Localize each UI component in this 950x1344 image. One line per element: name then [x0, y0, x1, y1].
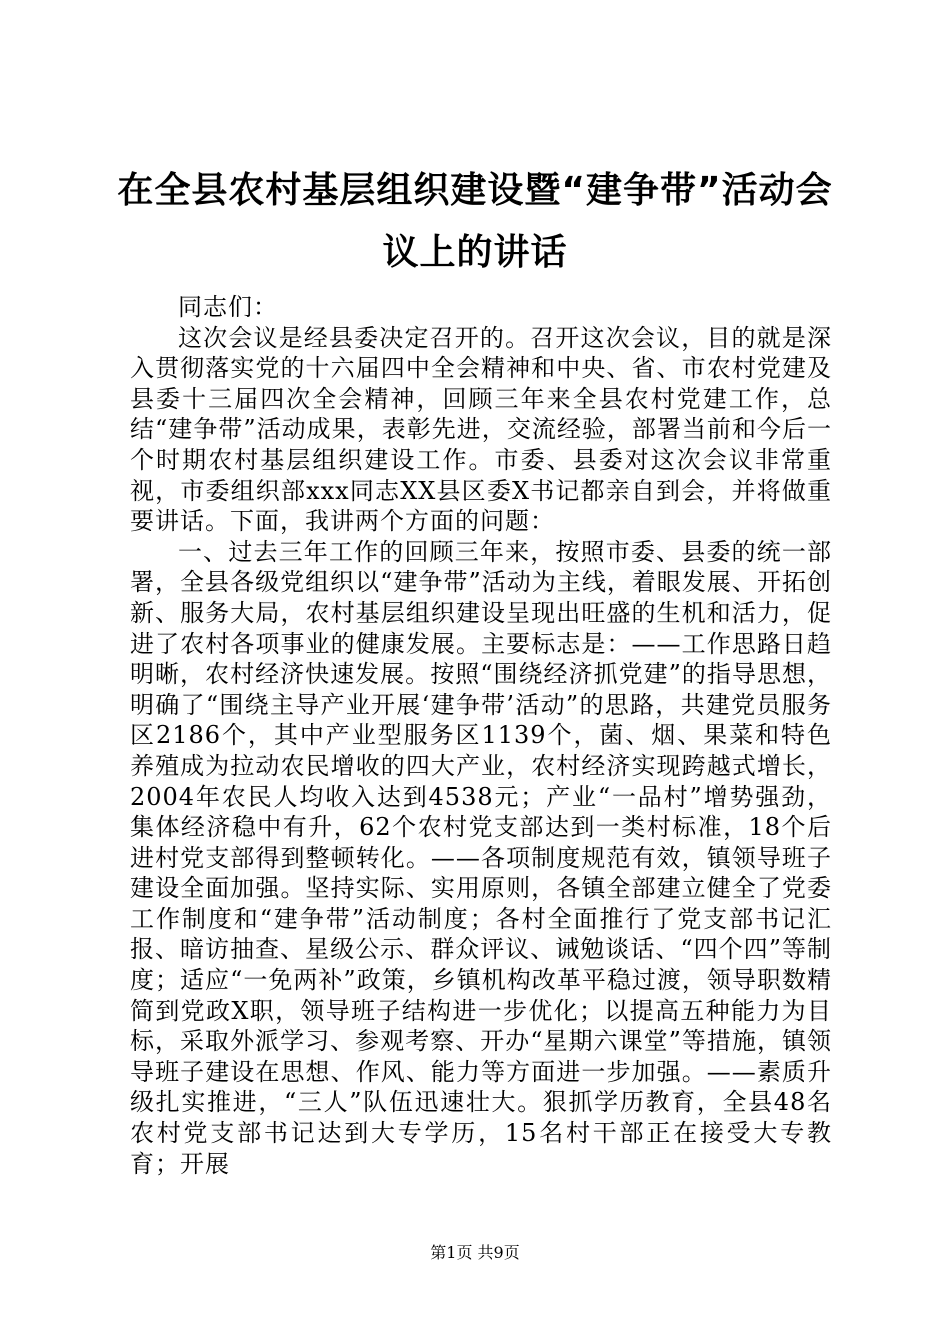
body-paragraph-1: 这次会议是经县委决定召开的。召开这次会议，目的就是深入贯彻落实党的十六届四中全会精神和中央、省、市农村党建及县委十三届四次全会精神，回顾三年来全县农村党建工作，总结“建争带”活动成果，表彰先进，交流经验，部署当前和今后一个时期农村基层组织建设工作。市委、县委对这次会议非常重视，市委组织部xxx同志XX县区委X书记都亲自到会，并将做重要讲话。下面，我讲两个方面的问题： — [130, 323, 832, 536]
body-paragraph-2: 一、过去三年工作的回顾三年来，按照市委、县委的统一部署，全县各级党组织以“建争带”活动为主线，着眼发展、开拓创新、服务大局，农村基层组织建设呈现出旺盛的生机和活力，促进了农村各项事业的健康发展。主要标志是：——工作思路日趋明晰，农村经济快速发展。按照“围绕经济抓党建”的指导思想，明确了“围绕主导产业开展‘建争带’活动”的思路，共建党员服务区2186个，其中产业型服务区1139个，菌、烟、果菜和特色养殖成为拉动农民增收的四大产业，农村经济实现跨越式增长，2004年农民人均收入达到4538元；产业“一品村”增势强劲，集体经济稳中有升，62个农村党支部达到一类村标准，18个后进村党支部得到整顿转化。——各项制度规范有效，镇领导班子建设全面加强。坚持实际、实用原则，各镇全部建立健全了党委工作制度和“建争带”活动制度；各村全面推行了党支部书记汇报、暗访抽查、星级公示、群众评议、诫勉谈话、“四个四”等制度；适应“一免两补”政策，乡镇机构改革平稳过渡，领导职数精简到党政X职，领导班子结构进一步优化；以提高五种能力为目标，采取外派学习、参观考察、开办“星期六课堂”等措施，镇领导班子建设在思想、作风、能力等方面进一步加强。——素质升级扎实推进，“三人”队伍迅速壮大。狠抓学历教育，全县48名农村党支部书记达到大专学历，15名村干部正在接受大专教育；开展 — [130, 537, 832, 1178]
document-title: 在全县农村基层组织建设暨“建争带”活动会议上的讲话 — [117, 170, 833, 273]
salutation-paragraph: 同志们： — [178, 293, 278, 321]
document-body — [130, 292, 832, 1179]
page-number-footer: 第1页 共9页 — [430, 1243, 520, 1262]
